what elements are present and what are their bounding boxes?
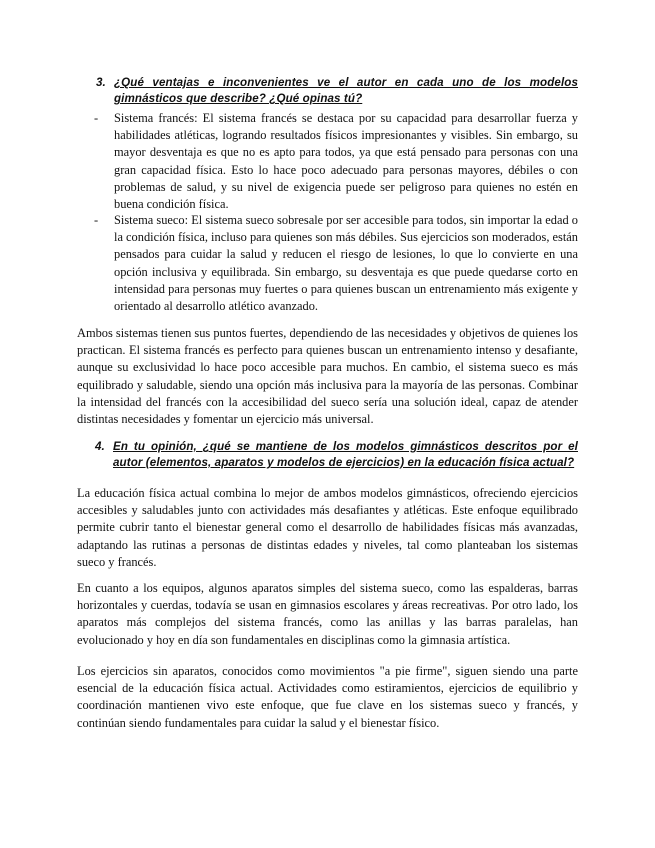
paragraph-equipment: En cuanto a los equipos, algunos aparatos simples del sistema sueco, como las espalderas, barras horizontales y cuerdas, todavía se usan en gimnasios escolares y áreas recreativas. Por otro lado, los aparatos más complejos del sistema francés, como las anillas y las barras paralelas, han evolucionado y hoy en día son fundamentales en disciplinas como la gimnasia artística. bbox=[77, 581, 578, 647]
paragraph-conclusion: Ambos sistemas tienen sus puntos fuertes, dependiendo de las necesidades y objetivos de quienes los practican. El sistema francés es perfecto para quienes buscan un entrenamiento intenso y desafiante, aunque su exclusividad lo hace poco accesible para muchos. En cambio, el sistema sueco es más equilibrado y saludable, siendo una opción más inclusiva para la mayoría de las personas. Combinar la intensidad del francés con la accesibilidad del sueco sería una solución ideal, capaz de atender distintas necesidades y fomentar un ejercicio más universal. bbox=[77, 326, 578, 427]
paragraph-exercises: Los ejercicios sin aparatos, conocidos como movimientos "a pie firme", siguen siendo una parte esencial de la educación física actual. Actividades como estiramientos, ejercicios de equilibrio y coordinación mantienen vivo este enfoque, que fue clave en los sistemas sueco y francés, y continúan siendo fundamentales para cuidar la salud y el bienestar físico. bbox=[77, 664, 578, 730]
question-4-title: En tu opinión, ¿qué se mantiene de los modelos gimnásticos descritos por el autor (elementos, aparatos y modelos de ejercicios) en la educación física actual? bbox=[113, 440, 578, 469]
bullet-marker: - bbox=[94, 111, 99, 125]
bullet-marker: - bbox=[94, 213, 99, 227]
question-3-title: ¿Qué ventajas e inconvenientes ve el autor en cada uno de los modelos gimnásticos que describe? ¿Qué opinas tú? bbox=[114, 76, 578, 105]
question-4-number: 4. bbox=[95, 440, 105, 453]
bullet-french-system bbox=[94, 110, 578, 213]
bullet-text: Sistema francés: El sistema francés se destaca por su capacidad para desarrollar fuerza y habilidades atléticas, logrando resultados físicos impresionantes y visibles. Sin embargo, su mayor desventaja es que no es apto para todos, ya que está pensado para personas con una gran capacidad física. Esto lo hace poco adecuado para personas mayores, débiles o con problemas de salud, y su nivel de exigencia puede ser peligroso para quienes no estén en buena condición física. bbox=[114, 111, 578, 212]
question-4-heading bbox=[95, 439, 578, 471]
bullet-swedish-system bbox=[94, 212, 578, 315]
bullet-text: Sistema sueco: El sistema sueco sobresale por ser accesible para todos, sin importar la edad o la condición física, incluso para quienes son más débiles. Sus ejercicios son moderados, están pensados para cuidar la salud y reducen el riesgo de lesiones, lo que lo convierte en una opción inclusiva y equilibrada. Sin embargo, su desventaja es que puede quedarse corto en intensidad para personas muy fuertes o para quienes buscan un entrenamiento más exigente y orientado al desarrollo atlético avanzado. bbox=[114, 213, 578, 314]
paragraph-modern-pe: La educación física actual combina lo mejor de ambos modelos gimnásticos, ofreciendo ejercicios accesibles y saludables junto con actividades más desafiantes y atléticas. Este enfoque equilibrado permite cubrir tanto el bienestar general como el desarrollo de habilidades físicas más avanzadas, adaptando las rutinas a personas de distintas edades y niveles, tal como planteaban los sistemas sueco y francés. bbox=[77, 486, 578, 569]
question-3-heading bbox=[96, 75, 578, 107]
question-3-number: 3. bbox=[96, 76, 106, 89]
